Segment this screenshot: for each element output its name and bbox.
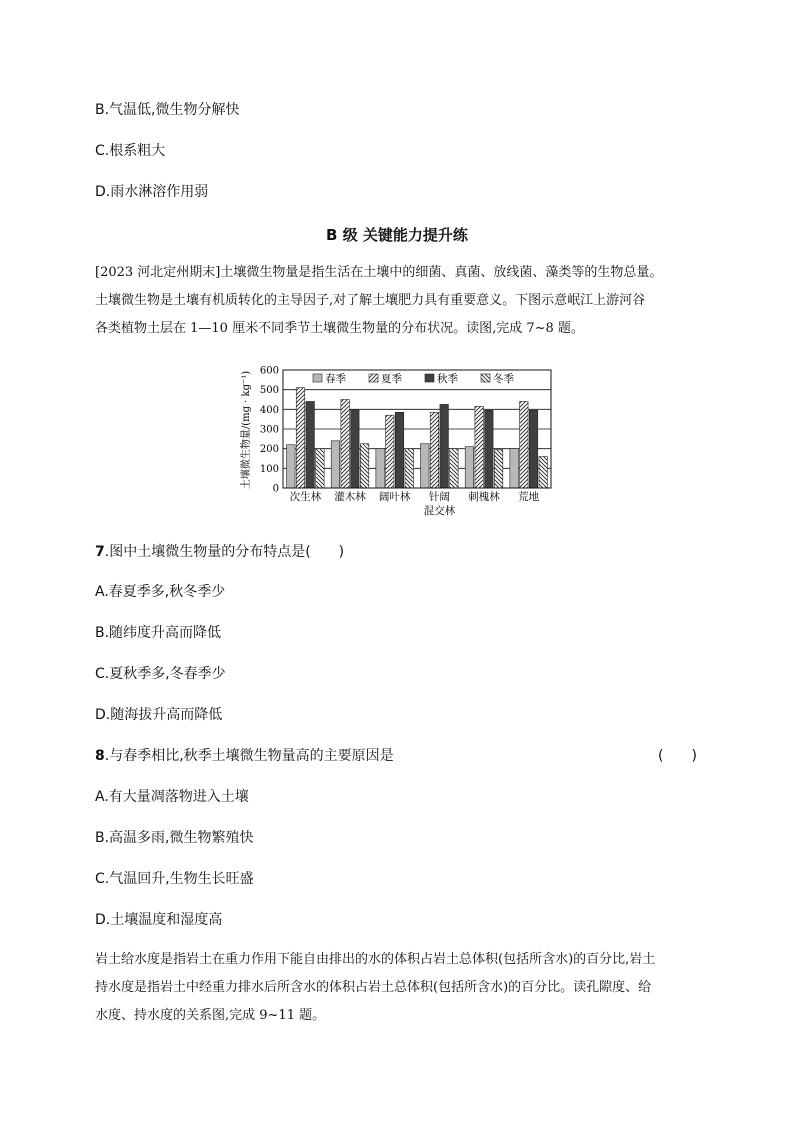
bar-冬季 <box>405 449 414 488</box>
legend-label: 秋季 <box>437 373 458 385</box>
y-tick-label: 0 <box>272 483 279 495</box>
y-tick-labels <box>260 366 279 495</box>
q8-answer-paren: ( ) <box>658 748 697 764</box>
bar-夏季 <box>296 388 305 488</box>
y-tick-label: 100 <box>259 463 279 475</box>
legend-label: 春季 <box>325 373 346 385</box>
x-tick-label: 刺槐林 <box>468 491 500 503</box>
bar-冬季 <box>539 457 548 488</box>
bar-夏季 <box>386 415 395 488</box>
bars <box>287 388 548 488</box>
intro-paragraph <box>95 259 705 343</box>
x-tick-labels <box>290 490 540 517</box>
bar-冬季 <box>450 449 459 488</box>
legend-swatch <box>425 374 434 382</box>
bar-春季 <box>510 449 519 488</box>
x-tick-label: 针阔 <box>428 491 450 503</box>
q7-option-b: B.随纬度升高而降低 <box>95 625 222 641</box>
x-tick-label-line2: 混交林 <box>423 505 456 517</box>
option-c-prev: C.根系粗大 <box>95 143 166 159</box>
x-tick-label: 荒地 <box>518 491 540 503</box>
q7-option-d: D.随海拔升高而降低 <box>95 707 223 723</box>
legend-label: 冬季 <box>493 373 514 385</box>
bar-春季 <box>331 441 340 488</box>
legend-label: 夏季 <box>381 373 402 385</box>
bar-冬季 <box>316 449 325 488</box>
question-7-text: .图中土壤微生物量的分布特点是( ) <box>104 544 345 560</box>
question-7-stem <box>95 542 344 562</box>
q8-option-d: D.土壤温度和湿度高 <box>95 912 223 928</box>
bar-冬季 <box>494 450 503 488</box>
bar-秋季 <box>395 412 404 488</box>
question-7-number: 7 <box>95 544 105 560</box>
q8-option-c: C.气温回升,生物生长旺盛 <box>95 871 254 887</box>
q7-option-a: A.春夏季多,秋冬季少 <box>95 584 226 600</box>
legend-swatch <box>369 374 378 382</box>
outro-line-1: 岩土给水度是指岩土在重力作用下能自由排出的水的体积占岩土总体积(包括所含水)的百分比,岩土 <box>95 952 656 967</box>
bar-春季 <box>465 447 474 488</box>
outro-line-3: 水度、持水度的关系图,完成 9~11 题。 <box>95 1008 326 1023</box>
bar-春季 <box>421 444 430 488</box>
bar-春季 <box>287 445 296 488</box>
outro-line-2: 持水度是指岩土中经重力排水后所含水的体积占岩土总体积(包括所含水)的百分比。读孔隙度、给 <box>95 980 652 995</box>
legend <box>307 371 539 385</box>
question-8-text: .与春季相比,秋季土壤微生物量高的主要原因是 <box>104 748 394 764</box>
bar-夏季 <box>520 401 529 488</box>
x-tick-label: 次生林 <box>289 491 322 503</box>
outro-paragraph <box>95 946 705 1030</box>
x-tick-label: 灌木林 <box>334 491 366 503</box>
question-8-stem <box>95 746 394 766</box>
bar-秋季 <box>529 410 538 488</box>
x-tick-label: 阔叶林 <box>378 491 411 503</box>
bar-冬季 <box>360 444 369 488</box>
y-tick-label: 400 <box>259 404 279 416</box>
y-tick-label: 600 <box>259 365 279 377</box>
bar-秋季 <box>351 409 360 488</box>
y-axis-title: 土壤微生物量/(mg · kg⁻¹) <box>241 370 252 490</box>
intro-line-3: 各类植物土层在 1—10 厘米不同季节土壤微生物量的分布状况。读图,完成 7~8 题。 <box>95 321 584 336</box>
y-axis-title-group <box>239 371 252 489</box>
q8-option-a: A.有大量凋落物进入土壤 <box>95 789 249 805</box>
question-8-number: 8 <box>95 748 105 764</box>
bar-春季 <box>376 449 385 488</box>
option-d-prev: D.雨水淋溶作用弱 <box>95 184 209 200</box>
intro-line-1: [2023 河北定州期末]土壤微生物量是指生活在土壤中的细菌、真菌、放线菌、藻类等的生物总量。 <box>95 265 663 280</box>
microbial-biomass-chart <box>235 360 565 520</box>
option-b-prev: B.气温低,微生物分解快 <box>95 102 240 118</box>
legend-swatch <box>313 374 322 382</box>
bar-夏季 <box>341 400 350 489</box>
q7-option-c: C.夏秋季多,冬春季少 <box>95 666 226 682</box>
y-tick-label: 200 <box>259 444 279 456</box>
intro-line-2: 土壤微生物是土壤有机质转化的主导因子,对了解土壤肥力具有重要意义。下图示意岷江上游河谷 <box>95 293 646 308</box>
bar-夏季 <box>475 406 484 488</box>
bar-秋季 <box>306 401 315 488</box>
legend-swatch <box>481 374 490 382</box>
q8-option-b: B.高温多雨,微生物繁殖快 <box>95 830 254 846</box>
y-tick-label: 300 <box>259 424 279 436</box>
bar-秋季 <box>485 410 494 488</box>
section-title: B 级 关键能力提升练 <box>326 226 468 244</box>
bar-秋季 <box>440 404 449 488</box>
bar-夏季 <box>430 412 439 488</box>
y-tick-label: 500 <box>259 385 279 397</box>
